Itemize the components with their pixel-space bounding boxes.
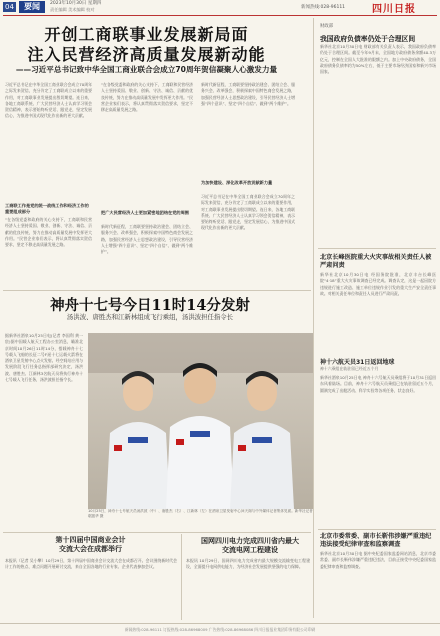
lead-body-col1b: “在各级党委和政府的关心支持下，工商联和民营经济人士坚持爱国、敬业、创新、守法、诚信、贡献的优良传统，努力在推动高质量发展中发挥更大作用。”民营企业家们表示，将认真贯彻落实贺信要求，坚定不移走高质量发展之路。: [5, 217, 92, 248]
return-story-body: 新华社酒泉10月25日电 神舟十六号航天员乘组将于10月31日返回东风着陆场。目前，神舟十六号航天员乘组已在轨驻留近五个月，圆满完成了出舱活动、科学实验等各项任务，状态良好。: [320, 375, 436, 393]
section-label: 要闻: [19, 1, 45, 13]
bottom-mid-title-line1: 国网四川电力完成四川省内最大: [201, 537, 299, 545]
lead-headline-line2: 注入民营经济高质量发展新动能: [27, 45, 266, 64]
bottom-mid-body: 本报讯 10月29日，国网四川电力完成省内最大规模交流输变电工程建设，全面提升电网供电能力，为经济社会发展提供坚强的电力保障。: [186, 558, 310, 570]
bottom-mid-title: [185, 537, 315, 555]
divider: [3, 290, 311, 291]
photo-caption: 10月25日，神舟十七号航天员汤洪波（中）、唐胜杰（右）、江新林（左）在酒泉卫星发射中心问天阁与中外媒体记者集体见面。新华社记者 琚振华 摄: [88, 509, 313, 518]
return-story-subtitle: 神十六乘组在轨驻留已经近五个月: [320, 366, 379, 371]
bottom-left-title-line1: 第十四届中国商业会计: [55, 536, 126, 544]
editor-line: 责任编辑 美术编辑 校对: [50, 7, 95, 12]
masthead: [0, 0, 440, 14]
divider: [318, 529, 436, 530]
lead-body-col1: 习近平总书记在中华全国工商业联合会成立70周年之际发来贺信，充分肯定了工商联成立以来的重要作用，对工商联事业发展提出殷切期望。连日来，各地工商联系统、广大民营经济人士认真学习领会贺信精神，表示要始终听党话、跟党走，坚定发展信心，为推进中国式现代化作出新的更大贡献。: [5, 82, 92, 119]
lead-headline-line1: 开创工商联事业发展新局面: [44, 25, 249, 44]
lead-section-head-1: 工商联工作是党的统一战线工作和经济工作的重要组成部分: [5, 203, 89, 214]
right-kicker: 财政部: [320, 24, 334, 29]
newspaper-brand: 四川日报: [372, 4, 416, 15]
right-bottom-title: 北京市委常委、副市长靳伟涉嫌严重违纪违法接受纪律审查和监察调查: [320, 533, 432, 548]
masthead-rule: [3, 15, 437, 16]
page-footer: 新闻热线:028-96111 订报热线:028-86968009 广告热线:028-86968086 四川日报报业集团印务有限公司印刷: [0, 623, 440, 636]
lead-subhead: ——习近平总书记致中华全国工商业联合会成立70周年贺信凝聚人心激发力量: [15, 65, 278, 74]
hotline-info: 新闻热线:028-96111: [301, 5, 346, 10]
dateline: 2023年10月30日 星期四: [50, 1, 102, 6]
bottom-left-body: 本报讯（记者 吴小攀）10月29日，第十四届中国商业会计交流大会在成都召开。会议围绕新时代会计工作的热点、难点问题开展研讨交流，来自全国各地的行业专家、企业代表参加会议。: [5, 558, 177, 570]
right-mid-body: 新华社北京10月30日电 经国务院批准，北京丰台长峰医院“4·18”重大火灾事故调查已经完成。调查认定，这是一起因院方违规进行施工改造、施工单位违规作业引发的重大生产安全责任事故。对相关责任单位和责任人员进行严肃问责。: [320, 272, 436, 296]
right-top-body: 新华社北京10月30日电 财政部有关负责人表示，我国政府负债率仍处于合理区间。截至今年9月末，全国地方政府债务余额40.3万亿元，控制在全国人大批准的限额之内。加上中央政府债务，全国政府债务负债率约为50%左右，低于主要市场经济国家和新兴市场国家。: [320, 44, 436, 75]
shenzhou-headline: 神舟十七号今日11时14分发射: [50, 297, 250, 314]
bottom-mid-title-line2: 交流电网工程建设: [222, 546, 278, 554]
lead-body-col2b: 新时代新征程，工商联要坚持政治建会、团结立会、服务兴会、改革强会，积极探索中国特色商会发展之路，加强民营经济人士思想政治建设，引导民营经济人士增强“四个意识”、坚定“四个自信”、做到“两个维护”。: [101, 224, 193, 255]
bottom-left-title-line2: 交流大会在成都举行: [59, 545, 122, 553]
astronauts-photo: [88, 333, 313, 509]
column-divider: [181, 534, 182, 620]
lead-body-col2: “在各级党委和政府的关心支持下，工商联和民营经济人士坚持爱国、敬业、创新、守法、诚信、贡献的优良传统，努力在推动高质量发展中发挥更大作用。”民营企业家们表示，将认真贯彻落实贺信要求，坚定不移走高质量发展之路。: [101, 82, 193, 113]
page-number: 04: [3, 2, 16, 12]
lead-body-col3: 新时代新征程，工商联要坚持政治建会、团结立会、服务兴会、改革强会，积极探索中国特色商会发展之路，加强民营经济人士思想政治建设，引导民营经济人士增强“四个意识”、坚定“四个自信”、做到“两个维护”。: [201, 82, 295, 106]
column-divider: [313, 18, 314, 618]
bottom-left-title: [3, 536, 178, 554]
lead-section-head-3: 为加快建设、深化改革开放贡献新力量: [201, 180, 273, 185]
divider: [318, 248, 436, 249]
lead-body-col3b: 习近平总书记在中华全国工商业联合会成立70周年之际发来贺信，充分肯定了工商联成立以来的重要作用，对工商联事业发展提出殷切期望。连日来，各地工商联系统、广大民营经济人士认真学习领会贺信精神，表示要始终听党话、跟党走，坚定发展信心，为推进中国式现代化作出新的更大贡献。: [201, 194, 295, 231]
shenzhou-subhead: 汤洪波、唐胜杰和江新林组成飞行乘组，汤洪波担任指令长: [66, 313, 234, 321]
shenzhou-body: 据新华社酒泉10月25日电(记者 李国利 黄一宸)据中国载人航天工程办公室消息，瞄准北京时间10月26日11时14分，搭载神舟十七号载人飞船的长征二号F遥十七运载火箭将在酒泉卫星发射中心点火发射。经空间站应用与发展阶段飞行任务总指挥部研究决定，汤洪波、唐胜杰、江新林3名航天员将执行神舟十七号载人飞行任务，汤洪波担任指令长。: [5, 333, 83, 383]
right-mid-title: 北京长峰医院重大火灾事故相关责任人被严肃问责: [320, 254, 432, 269]
right-bottom-body: 新华社北京10月30日电 据中央纪委国家监委网站消息，北京市委常委、副市长靳伟涉嫌严重违纪违法，目前正接受中央纪委国家监委纪律审查和监察调查。: [320, 551, 436, 569]
return-story-title: 神十六航天员31日返回地球: [320, 359, 395, 366]
divider: [3, 532, 311, 533]
right-top-title: 我国政府负债率仍处于合理区间: [320, 35, 416, 43]
lead-section-head-2: 把广大民营经济人士更加紧密地团结在党的周围: [101, 210, 189, 215]
